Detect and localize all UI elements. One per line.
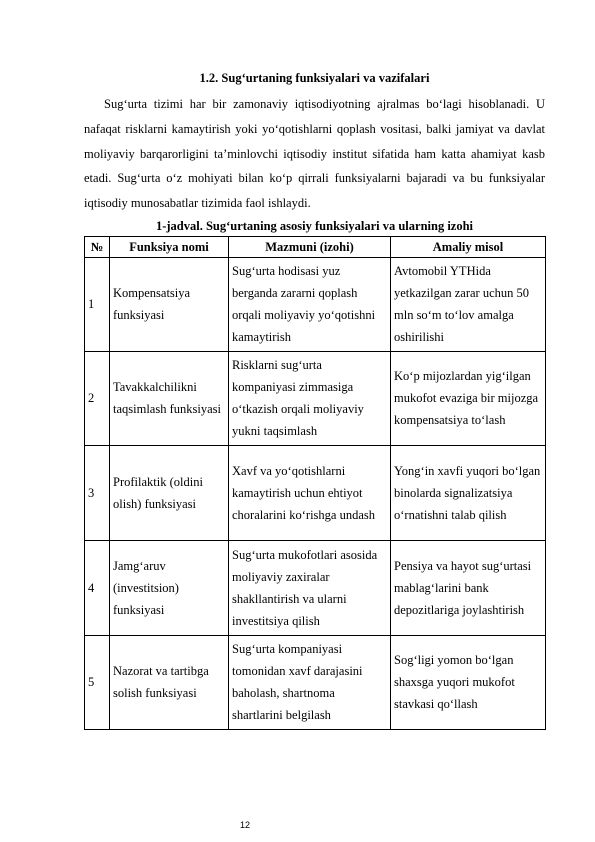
function-example: Avtomobil YTHida yetkazilgan zarar uchun 50 mln so‘m to‘lov amalga oshirilishi [391,257,546,351]
page-number: 12 [239,820,250,830]
header-content: Mazmuni (izohi) [229,236,391,257]
function-content: Risklarni sug‘urta kompaniyasi zimmasiga o‘tkazish orqali moliyaviy yukni taqsimlash [229,351,391,445]
row-number: 3 [85,445,110,540]
function-content: Xavf va yo‘qotishlarni kamaytirish uchun ehtiyot choralarini ko‘rishga undash [229,445,391,540]
function-example: Yong‘in xavfi yuqori bo‘lgan binolarda signalizatsiya o‘rnatishni talab qilish [391,445,546,540]
function-content: Sug‘urta hodisasi yuz berganda zararni qoplash orqali moliyaviy yo‘qotishni kamaytirish [229,257,391,351]
row-number: 2 [85,351,110,445]
table-row [85,257,546,351]
function-name: Profilaktik (oldini olish) funksiyasi [110,445,229,540]
function-example: Sog‘ligi yomon bo‘lgan shaxsga yuqori mukofot stavkasi qo‘llash [391,635,546,729]
body-paragraph: Sug‘urta tizimi har bir zamonaviy iqtisodiyotning ajralmas bo‘lagi hisoblanadi. U nafaqat risklarni kamaytirish yoki yo‘qotishlarni qoplash vositasi, balki jamiyat va davlat moliyaviy barqarorligini ta’minlovchi iqtisodiy institut sifatida ham katta ahamiyat kasb etadi. Sug‘urta o‘z mohiyati bilan ko‘p qirrali funksiyalarni bajaradi va bu funksiyalar iqtisodiy munosabatlar tizimida faol ishlaydi. [84,97,545,211]
function-name: Jamg‘aruv (investitsion) funksiyasi [110,540,229,635]
table-row [85,445,546,540]
function-example: Pensiya va hayot sug‘urtasi mablag‘larini bank depozitlariga joylashtirish [391,540,546,635]
table-row [85,635,546,729]
table-title: 1-jadval. Sug‘urtaning asosiy funksiyalari va ularning izohi [155,218,474,233]
table-header-row [85,236,546,257]
function-name: Kompensatsiya funksiyasi [110,257,229,351]
row-number: 1 [85,257,110,351]
header-function-name: Funksiya nomi [110,236,229,257]
table-row [85,351,546,445]
function-name: Nazorat va tartibga solish funksiyasi [110,635,229,729]
document-page [84,70,545,730]
functions-table [84,236,546,730]
function-content: Sug‘urta mukofotlari asosida moliyaviy zaxiralar shakllantirish va ularni investitsiya qilish [229,540,391,635]
function-name: Tavakkalchilikni taqsimlash funksiyasi [110,351,229,445]
function-content: Sug‘urta kompaniyasi tomonidan xavf darajasini baholash, shartnoma shartlarini belgilash [229,635,391,729]
row-number: 5 [85,635,110,729]
header-number: № [85,236,110,257]
row-number: 4 [85,540,110,635]
table-row [85,540,546,635]
header-example: Amaliy misol [391,236,546,257]
function-example: Ko‘p mijozlardan yig‘ilgan mukofot evaziga bir mijozga kompensatsiya to‘lash [391,351,546,445]
section-heading: 1.2. Sug‘urtaning funksiyalari va vazifalari [199,71,430,85]
